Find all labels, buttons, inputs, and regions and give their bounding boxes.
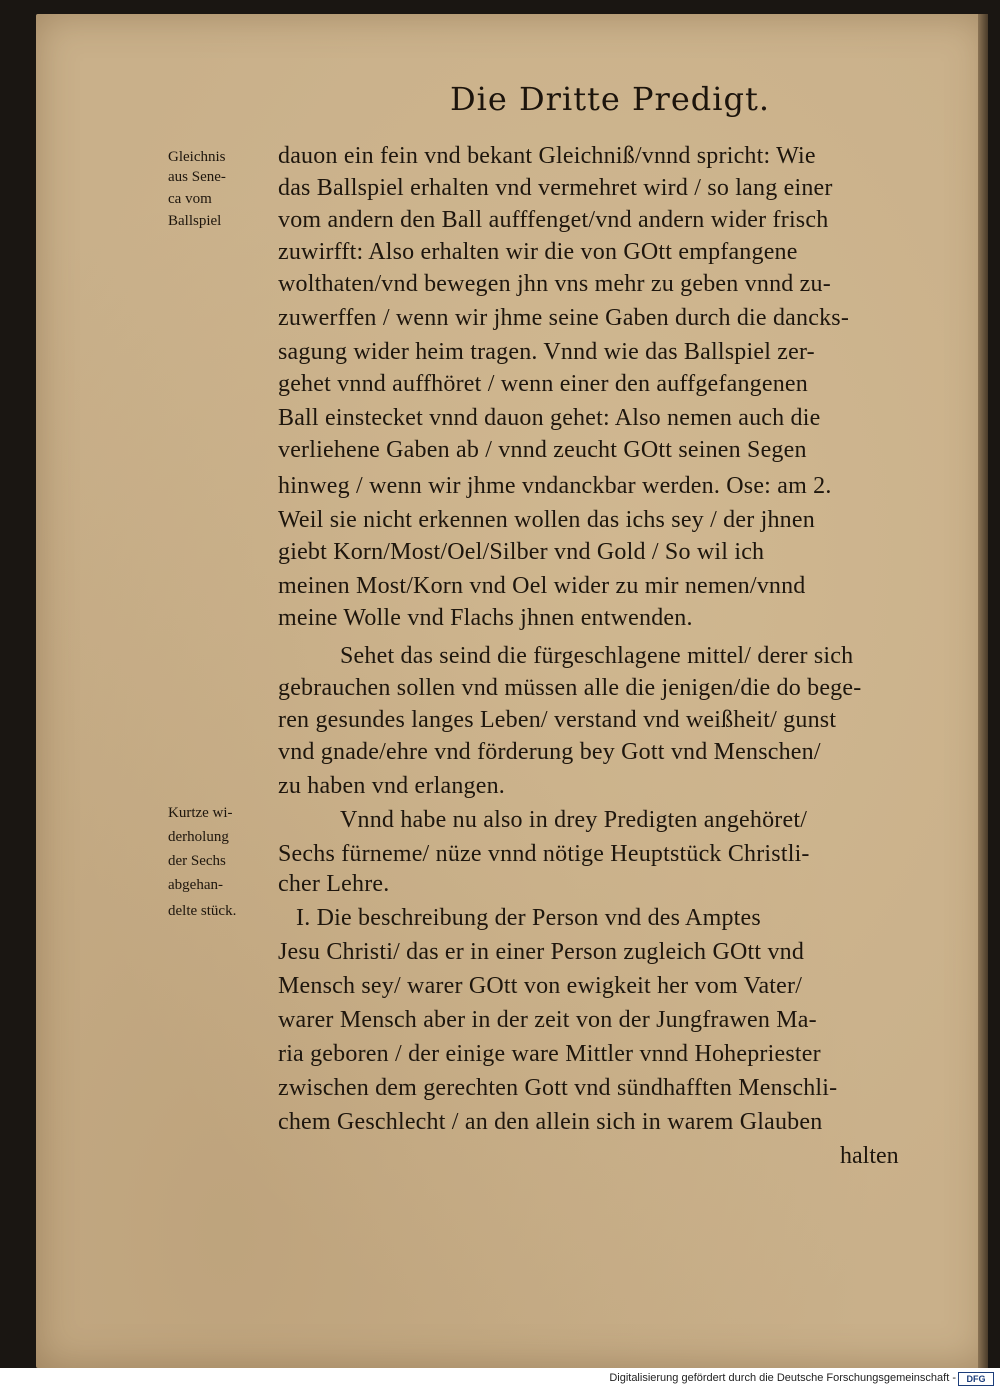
digitization-footer [0, 1368, 1000, 1388]
text-line: Weil sie nicht erkennen wollen das ichs sey / der jhnen [278, 507, 815, 533]
text-line: vnd gnade/ehre vnd förderung bey Gott vnd Menschen/ [278, 739, 821, 765]
margin-note-line: ca vom [168, 191, 212, 207]
margin-note-line: der Sechs [168, 853, 226, 869]
text-line: gebrauchen sollen vnd müssen alle die jenigen/die do bege- [278, 675, 862, 701]
margin-note-line: Ballspiel [168, 213, 222, 229]
text-line: chem Geschlecht / an den allein sich in warem Glauben [278, 1109, 823, 1135]
text-line: I. Die beschreibung der Person vnd des Amptes [296, 905, 761, 931]
page-edge [978, 14, 988, 1368]
text-line: meinen Most/Korn vnd Oel wider zu mir nemen/vnnd [278, 573, 806, 599]
margin-note-line: abgehan- [168, 877, 223, 893]
text-line: Mensch sey/ warer GOtt von ewigkeit her vom Vater/ [278, 973, 803, 999]
margin-note-line: Kurtze wi- [168, 805, 233, 821]
margin-note-line: derholung [168, 829, 229, 845]
text-line: zuwirfft: Also erhalten wir die von GOtt empfangene [278, 239, 798, 265]
text-line: Jesu Christi/ das er in einer Person zugleich GOtt vnd [278, 939, 805, 965]
footer-credit-text: Digitalisierung gefördert durch die Deutsche Forschungsgemeinschaft - [609, 1372, 956, 1384]
text-line: cher Lehre. [278, 871, 390, 897]
text-line: das Ballspiel erhalten vnd vermehret wird / so lang einer [278, 175, 833, 201]
margin-note-line: Gleichnis [168, 149, 226, 165]
margin-note-line: aus Sene- [168, 169, 226, 185]
text-line: ria geboren / der einige ware Mittler vnnd Hohepriester [278, 1041, 821, 1067]
text-line: Vnnd habe nu also in drey Predigten angehöret/ [340, 807, 808, 833]
dfg-logo-icon: DFG [958, 1372, 994, 1386]
text-line: zu haben vnd erlangen. [278, 773, 505, 799]
running-title: Die Dritte Predigt. [450, 80, 771, 118]
text-line: wolthaten/vnd bewegen jhn vns mehr zu geben vnnd zu- [278, 271, 831, 297]
text-line: zwischen dem gerechten Gott vnd sündhafften Menschli- [278, 1075, 838, 1101]
text-line: Sehet das seind die fürgeschlagene mittel/ derer sich [340, 643, 854, 669]
catchword: halten [840, 1143, 899, 1169]
text-line: gehet vnnd auffhöret / wenn einer den auffgefangenen [278, 371, 808, 397]
text-line: verliehene Gaben ab / vnnd zeucht GOtt seinen Segen [278, 437, 807, 463]
text-line: meine Wolle vnd Flachs jhnen entwenden. [278, 605, 693, 631]
text-line: warer Mensch aber in der zeit von der Jungfrawen Ma- [278, 1007, 817, 1033]
text-line: sagung wider heim tragen. Vnnd wie das Ballspiel zer- [278, 339, 815, 365]
text-line: dauon ein fein vnd bekant Gleichniß/vnnd spricht: Wie [278, 143, 816, 169]
text-line: ren gesundes langes Leben/ verstand vnd weißheit/ gunst [278, 707, 837, 733]
text-line: Sechs fürneme/ nüze vnnd nötige Heuptstück Christli- [278, 841, 810, 867]
text-line: zuwerffen / wenn wir jhme seine Gaben durch die dancks- [278, 305, 850, 331]
margin-note-line: delte stück. [168, 903, 237, 919]
text-line: giebt Korn/Most/Oel/Silber vnd Gold / So wil ich [278, 539, 765, 565]
text-line: Ball einstecket vnnd dauon gehet: Also nemen auch die [278, 405, 821, 431]
text-line: vom andern den Ball aufffenget/vnd andern wider frisch [278, 207, 829, 233]
text-line: hinweg / wenn wir jhme vndanckbar werden. Ose: am 2. [278, 473, 832, 499]
